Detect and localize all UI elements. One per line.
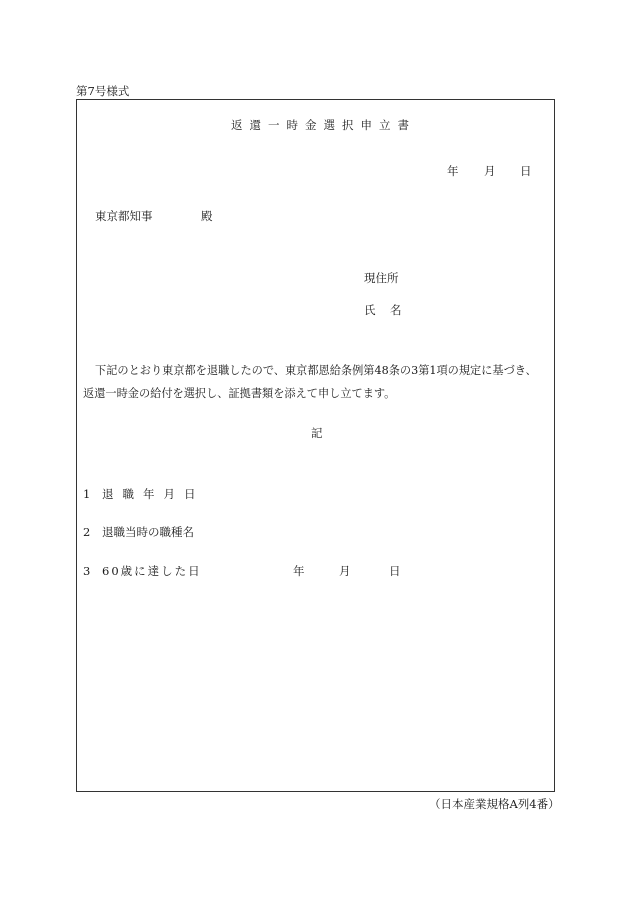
form-frame <box>76 99 555 792</box>
footer-note: （日本産業規格A列4番） <box>429 797 560 811</box>
item-1-number: 1 <box>83 487 91 501</box>
item-3-day-label: 日 <box>389 564 401 578</box>
ki-heading: 記 <box>311 426 323 440</box>
address-label: 現住所 <box>364 271 399 285</box>
item-3-year-label: 年 <box>293 564 305 578</box>
date-year-label: 年 <box>447 164 459 178</box>
date-month-label: 月 <box>484 164 496 178</box>
addressee-name: 東京都知事 <box>95 209 153 223</box>
form-title: 返還一時金選択申立書 <box>231 118 416 132</box>
item-2-label: 退職当時の職種名 <box>102 525 194 539</box>
name-label-part2: 名 <box>390 303 402 317</box>
body-text-line2: 返還一時金の給付を選択し、証拠書類を添えて申し立てます。 <box>83 387 396 400</box>
item-3-label: 60歳に達した日 <box>102 564 202 578</box>
item-2-number: 2 <box>83 525 91 539</box>
body-text-line1: 下記のとおり東京都を退職したので、東京都恩給条例第48条の3第1項の規定に基づき、 <box>95 364 537 377</box>
name-label-part1: 氏 <box>364 303 376 317</box>
item-3-month-label: 月 <box>339 564 351 578</box>
addressee-honorific: 殿 <box>201 209 213 223</box>
date-day-label: 日 <box>520 164 532 178</box>
form-number: 第7号様式 <box>76 84 130 98</box>
item-3-number: 3 <box>83 564 91 578</box>
item-1-label: 退職年月日 <box>102 487 205 501</box>
